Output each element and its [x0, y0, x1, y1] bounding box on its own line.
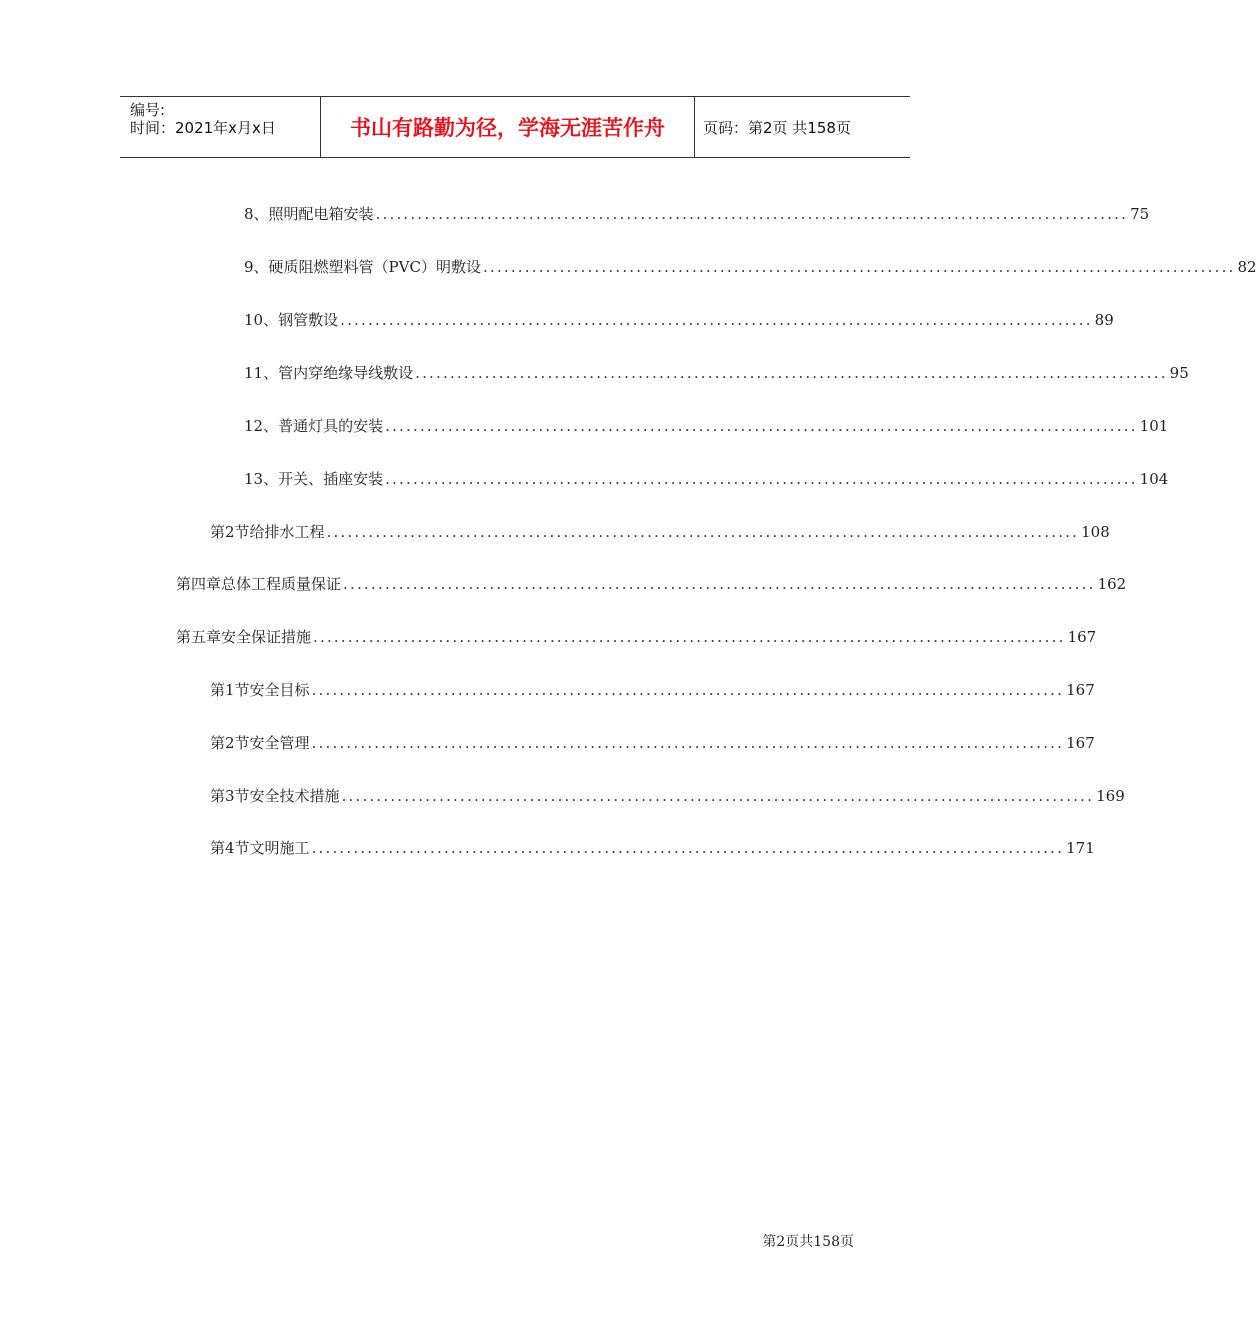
toc-entry-number: 第3节 [210, 787, 250, 805]
toc-leader-dots: ............................................................................................................ [343, 575, 1096, 593]
toc-entry[interactable] [210, 679, 1095, 703]
header-info-cell [120, 97, 321, 157]
toc-entry-title: 安全保证措施 [221, 628, 312, 646]
toc-entry-page: 75 [1130, 205, 1150, 223]
document-number-label: 编号: [130, 101, 166, 119]
toc-entry[interactable] [244, 415, 1169, 439]
toc-entry[interactable] [176, 573, 1127, 597]
toc-entry-number: 第1节 [210, 681, 250, 699]
toc-entry-title: 安全管理 [249, 734, 310, 752]
toc-entry[interactable] [244, 362, 1189, 386]
toc-entry-number: 11、 [244, 364, 279, 382]
toc-entry-page: 104 [1139, 470, 1169, 488]
toc-entry-number: 10、 [244, 311, 279, 329]
toc-entry-title: 开关、插座安装 [278, 470, 384, 488]
toc-entry-number: 13、 [244, 470, 279, 488]
toc-entry-number: 12、 [244, 417, 279, 435]
toc-entry-page: 167 [1067, 628, 1097, 646]
toc-entry-number: 第四章 [176, 575, 222, 593]
toc-entry-page: 82 [1237, 258, 1257, 276]
toc-entry-title: 管内穿绝缘导线敷设 [278, 364, 414, 382]
toc-entry-number: 第2节 [210, 523, 250, 541]
toc-entry-page: 167 [1066, 734, 1095, 752]
toc-entry-title: 总体工程质量保证 [221, 575, 342, 593]
toc-entry-title: 安全目标 [249, 681, 310, 699]
header-page-code: 页码：第2页 共158页 [703, 119, 851, 137]
toc-entry-title: 给排水工程 [249, 523, 325, 541]
toc-leader-dots: ............................................................................................................ [415, 364, 1168, 382]
toc-leader-dots: ............................................................................................................ [311, 734, 1065, 752]
toc-entry-number: 第4节 [210, 839, 250, 857]
toc-entry-title: 硬质阻燃塑料管（PVC）明敷设 [268, 258, 481, 276]
toc-entry-page: 89 [1094, 311, 1114, 329]
toc-leader-dots: ............................................................................................................ [313, 628, 1066, 646]
toc-entry[interactable] [244, 203, 1150, 227]
toc-entry[interactable] [210, 785, 1125, 809]
toc-entry[interactable] [244, 256, 1257, 280]
toc-entry-page: 95 [1169, 364, 1189, 382]
toc-entry-number: 第五章 [176, 628, 222, 646]
toc-entry-title: 安全技术措施 [249, 787, 340, 805]
toc-entry[interactable] [210, 732, 1095, 756]
toc-entry-title: 文明施工 [249, 839, 310, 857]
page-header [120, 96, 910, 158]
toc-entry-title: 照明配电箱安装 [268, 205, 374, 223]
toc-entry-number: 第2节 [210, 734, 250, 752]
toc-leader-dots: ............................................................................................................ [326, 523, 1080, 541]
toc-leader-dots: ............................................................................................................ [482, 258, 1236, 276]
toc-leader-dots: ............................................................................................................ [340, 311, 1093, 329]
toc-entry[interactable] [244, 309, 1114, 333]
toc-leader-dots: ............................................................................................................ [385, 470, 1138, 488]
toc-entry-page: 167 [1066, 681, 1095, 699]
toc-entry-page: 162 [1097, 575, 1127, 593]
header-page-cell [695, 97, 910, 157]
toc-leader-dots: ............................................................................................................ [385, 417, 1138, 435]
toc-entry-number: 8、 [244, 205, 269, 223]
toc-entry-number: 9、 [244, 258, 269, 276]
toc-leader-dots: ............................................................................................................ [341, 787, 1095, 805]
toc-entry-page: 171 [1066, 839, 1095, 857]
toc-entry-title: 钢管敷设 [278, 311, 339, 329]
toc-leader-dots: ............................................................................................................ [311, 839, 1065, 857]
header-motto-cell [321, 97, 695, 157]
toc-entry[interactable] [210, 521, 1110, 545]
document-time-label: 时间：2021年x月x日 [130, 119, 276, 137]
header-motto: 书山有路勤为径，学海无涯苦作舟 [350, 116, 665, 140]
toc-entry-title: 普通灯具的安装 [278, 417, 384, 435]
toc-leader-dots: ............................................................................................................ [311, 681, 1065, 699]
toc-entry[interactable] [210, 837, 1095, 861]
toc-leader-dots: ............................................................................................................ [375, 205, 1129, 223]
page-footer: 第2页共158页 [762, 1234, 854, 1250]
toc-entry[interactable] [176, 626, 1097, 650]
toc-entry-page: 108 [1081, 523, 1110, 541]
toc-entry-page: 101 [1139, 417, 1169, 435]
toc-entry[interactable] [244, 468, 1169, 492]
toc-entry-page: 169 [1096, 787, 1125, 805]
